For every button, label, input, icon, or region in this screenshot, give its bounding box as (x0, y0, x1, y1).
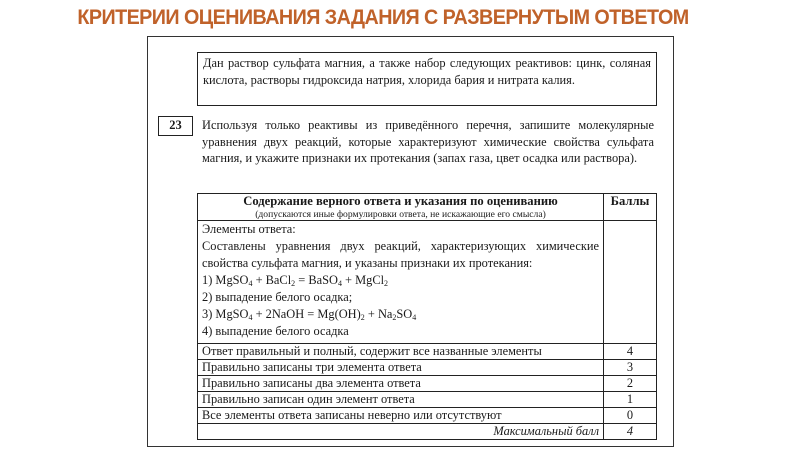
score-criterion: Правильно записаны два элемента ответа (198, 376, 604, 392)
table-header-row (198, 194, 657, 221)
task-context-box: Дан раствор сульфата магния, а также набор следующих реактивов: цинк, соляная кислота, растворы гидроксида натрия, хлорида бария и нитрата калия. (197, 52, 657, 106)
score-criterion: Ответ правильный и полный, содержит все названные элементы (198, 344, 604, 360)
answer-elements-row (198, 221, 657, 344)
score-points: 1 (604, 392, 657, 408)
score-points: 0 (604, 408, 657, 424)
score-criterion: Правильно записаны три элемента ответа (198, 360, 604, 376)
task-text: Используя только реактивы из приведённого перечня, запишите молекулярные уравнения двух реакций, которые характеризуют химические свойства сульфата магния, и укажите признаки их протекания (запах газа, цвет осадка или раствора). (202, 118, 654, 166)
elements-intro: Составлены уравнения двух реакций, характеризующих химические свойства сульфата магния, и указаны признаки их протекания: (202, 239, 599, 270)
max-score-row (198, 424, 657, 440)
answer-elements-cell (198, 221, 604, 344)
score-row (198, 376, 657, 392)
header-points: Баллы (604, 194, 657, 221)
criteria-table (197, 193, 657, 440)
equation-2: 3) MgSO$_4$ + 2NaOH = $Mg(OH)_2 + Na_2SO_4$ (202, 307, 417, 322)
header-content-title: Содержание верного ответа и указания по оцениванию (243, 194, 558, 208)
score-points: 4 (604, 344, 657, 360)
max-score-value: 4 (604, 424, 657, 440)
score-row (198, 392, 657, 408)
score-row (198, 408, 657, 424)
score-points: 2 (604, 376, 657, 392)
header-content (198, 194, 604, 221)
observation-1: 2) выпадение белого осадка; (202, 290, 353, 304)
score-criterion: Все элементы ответа записаны неверно или отсутствуют (198, 408, 604, 424)
slide-title: КРИТЕРИИ ОЦЕНИВАНИЯ ЗАДАНИЯ С РАЗВЕРНУТЫМ ОТВЕТОМ (77, 6, 689, 29)
score-row (198, 360, 657, 376)
max-score-label: Максимальный балл (198, 424, 604, 440)
elements-heading: Элементы ответа: (202, 222, 296, 236)
observation-2: 4) выпадение белого осадка (202, 324, 349, 338)
equation-1: 1) MgSO$_4$ + BaCl$_2$ = BaSO$_4$ + MgCl$_2$ (202, 273, 389, 288)
answer-elements-points (604, 221, 657, 344)
score-criterion: Правильно записан один элемент ответа (198, 392, 604, 408)
header-content-subtitle: (допускаются иные формулировки ответа, не искажающие его смысла) (255, 209, 546, 220)
task-number: 23 (158, 116, 193, 136)
score-row (198, 344, 657, 360)
score-points: 3 (604, 360, 657, 376)
